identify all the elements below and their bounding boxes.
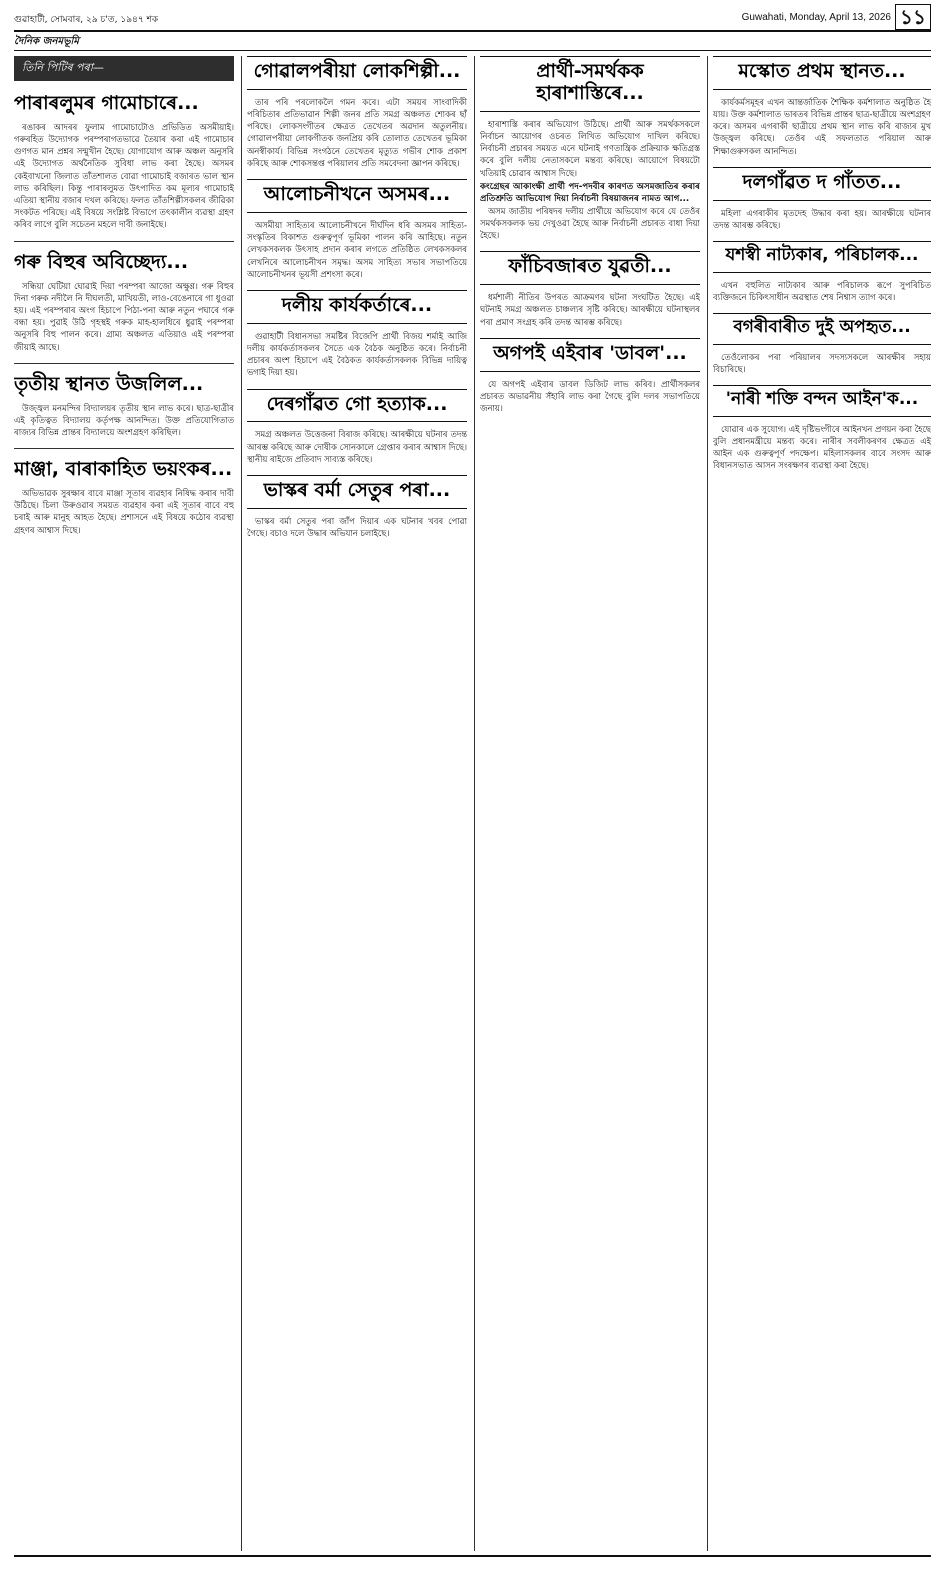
article-body: ৰঙাকৰ আদৰৰ ফুলাম গামোচাটোও প্ৰভিডিত অসমীয়াই। গৰুৰহিত উদ্যোগক পৰম্পৰাগতভাৱে তৈয়াৰ কৰা এই গামোচাৰ গুণগত মান প্ৰশ্নৰ সন্মুখীন হৈছে। যোগাযোগ আৰু অঞ্চল অনুসৰি এই উদ্যোগত অৰ্থনৈতিক সুবিধা লাভ কৰা হৈছে। অসমৰ কেইবাখনো জিলাত তাঁতশালত বোৱা গামোচাই বজাৰত ভাল স্থান লাভ কৰিছিল। কিন্তু পাৰাৰলুমত উৎপাদিত কম মূল্যৰ গামোচাই এতিয়া স্থানীয় বজাৰ দখল কৰিছে। ফলত তাঁতশিল্পীসকলৰ জীৱিকা সংকটত পৰিছে। এই বিষয়ে সংশ্লিষ্ট বিভাগে তৎকালীন ব্যৱস্থা গ্ৰহণ কৰিব লাগে বুলি সচেতন মহলে দাবী জনাইছে। — [14, 121, 234, 230]
divider — [14, 448, 234, 449]
bold-lead-paragraph: কংগ্ৰেছৰ আকাংক্ষী প্ৰাৰ্থী পদ-পদবীৰ কাৰণত অসমজাতিৰ কৰাৰ প্ৰতিশ্ৰুতি আভিযোগ দিয়া নিৰ্বাচনী বিষয়াজনৰ নামত আগ... — [480, 181, 700, 204]
column-2 — [247, 56, 467, 1556]
article-goalparia-artist — [247, 56, 467, 169]
article-party-workers — [247, 290, 467, 379]
article-fancybazar — [480, 251, 700, 327]
column-3 — [480, 56, 700, 1556]
headline: তৃতীয় স্থানত উজলিল... — [14, 372, 204, 395]
article-body: হাৰাশাস্তি কৰাৰ অভিযোগ উঠিছে। প্ৰাৰ্থী আৰু সমৰ্থকসকলে নিৰ্বাচন আয়োগৰ ওচৰত লিখিত অভিযোগ দাখিল কৰিছে। নিৰ্বাচনী প্ৰচাৰৰ সময়ত এনে ঘটনাই গণতান্ত্ৰিক প্ৰক্ৰিয়াক ক্ষতিগ্ৰস্ত কৰে বুলি দলীয় নেতাসকলে মন্তব্য কৰিছে। আয়োগে বিষয়টো খতিয়াই চোৱাৰ আশ্বাস দিছে। — [480, 118, 700, 178]
column-divider — [241, 56, 242, 1551]
headline: আলোচনীখনে অসমৰ... — [247, 179, 467, 213]
article-candidate-harassment — [480, 56, 700, 241]
article-body: যে অগপই এইবাৰ ডাবল ডিজিট লাভ কৰিব। প্ৰাৰ্থীসকলৰ প্ৰচাৰত অভাৱনীয় সঁহাৰি লাভ কৰা গৈছে বুলি দলৰ সভাপতিয়ে জনায়। — [480, 378, 700, 414]
headline: দলীয় কাৰ্যকৰ্তাৰে... — [247, 290, 467, 324]
column-1 — [14, 56, 234, 1556]
top-bar — [14, 6, 931, 28]
date-english: Guwahati, Monday, April 13, 2026 — [741, 12, 891, 23]
article-body: ভাস্কৰ বৰ্মা সেতুৰ পৰা জাঁপ দিয়াৰ এক ঘটনাৰ খবৰ পোৱা গৈছে। বচাও দলে উদ্ধাৰ অভিযান চলাইছে। — [247, 515, 467, 539]
article-body: উজ্জ্বল মনমন্দিৰ বিদ্যালয়ৰ তৃতীয় স্থান লাভ কৰে। ছাত্ৰ-ছাত্ৰীৰ এই কৃতিত্বত বিদ্যালয় কৰ্তৃপক্ষ আনন্দিত। উক্ত প্ৰতিযোগিতাত ৰাজ্যৰ বিভিন্ন প্ৰান্তৰ বিদ্যালয়ে অংশগ্ৰহণ কৰিছিল। — [14, 402, 234, 437]
page-number: ১১ — [895, 4, 931, 30]
article-goru-bihu — [14, 248, 234, 353]
headline: প্ৰাৰ্থী-সমৰ্থকক হাৰাশাস্তিৰে... — [480, 56, 700, 112]
article-body: তেওঁলোকৰ পৰা পৰিয়ালৰ সদস্যসকলে আৰক্ষীৰ সহায় বিচাৰিছে। — [713, 351, 931, 374]
article-moscow — [713, 56, 931, 157]
article-dergaon — [247, 389, 467, 465]
headline: 'নাৰী শক্তি বন্দন আইন'ক... — [713, 385, 931, 417]
headline: মস্কোত প্ৰথম স্থানত... — [713, 56, 931, 90]
article-body: কাৰ্যকৰ্মসমূহৰ এখন আন্তৰ্জাতিক শৈক্ষিক কৰ্মশালাত অনুষ্ঠিত হৈ যায়। উক্ত কৰ্মশালাত ভাৰতৰ বিভিন্ন প্ৰান্তৰ ছাত্ৰ-ছাত্ৰীয়ে অংশগ্ৰহণ কৰে। অসমৰ এগৰাকী ছাত্ৰীয়ে প্ৰথম স্থান লাভ কৰি ৰাজ্যৰ মুখ উজ্জ্বল কৰিছে। তেওঁৰ এই সফলতাত পৰিয়াল আৰু শিক্ষাগুৰুসকল আনন্দিত। — [713, 96, 931, 156]
headline: যশস্বী নাট্যকাৰ, পৰিচালক... — [713, 241, 931, 273]
article-body: যোৱাৰ এক সুযোগ। এই দৃষ্টিভংগীৰে আইনখন প্ৰণয়ন কৰা হৈছে বুলি প্ৰধানমন্ত্ৰীয়ে মন্তব্য কৰে। নাৰীৰ সবলীকৰণৰ ক্ষেত্ৰত এই আইন এক গুৰুত্বপূৰ্ণ পদক্ষেপ। মহিলাসকলৰ বাবে সংসদ আৰু বিধানসভাত আসন সংৰক্ষণৰ ব্যৱস্থা কৰা হৈছে। — [713, 423, 931, 471]
column-divider — [474, 56, 475, 1551]
divider — [14, 241, 234, 242]
article-body: গুৱাহাটী বিধানসভা সমষ্টিৰ বিজেপি প্ৰাৰ্থী বিজয় শৰ্মাই আজি দলীয় কাৰ্যকৰ্তাসকলৰ সৈতে এক বৈঠক অনুষ্ঠিত কৰে। নিৰ্বাচনী প্ৰচাৰৰ অংশ হিচাপে এই বৈঠকত কাৰ্যকৰ্তাসকলক বিভিন্ন দায়িত্ব ভগাই দিয়া হয়। — [247, 330, 467, 378]
article-body: ধৰ্মশালী নীতিৰ উপৰত আক্ৰমণৰ ঘটনা সংঘটিত হৈছে। এই ঘটনাই সমগ্ৰ অঞ্চলত চাঞ্চল্যৰ সৃষ্টি কৰিছে। আৰক্ষীয়ে ঘটনাস্থলৰ পৰা প্ৰমাণ সংগ্ৰহ কৰি তদন্ত আৰম্ভ কৰিছে। — [480, 292, 700, 327]
article-body: অসমীয়া সাহিত্যৰ আলোচনীখনে দীৰ্ঘদিন ধৰি অসমৰ সাহিত্য-সংস্কৃতিৰ বিকাশত গুৰুত্বপূৰ্ণ ভূমিকা পালন কৰি আহিছে। নতুন লেখকসকলক উৎসাহ প্ৰদান কৰাৰ লগতে প্ৰতিষ্ঠিত লেখকসকলৰ লেখনিৰে আলোচনীখন সমৃদ্ধ। অসম সাহিত্য সভাৰ সভাপতিয়ে আলোচনীখনৰ ভূয়সী প্ৰশংসা কৰে। — [247, 219, 467, 279]
article-magazine — [247, 179, 467, 280]
headline: ফাঁচিবজাৰত যুৱতী... — [480, 251, 700, 285]
headline: দেৰগাঁৱত গো হত্যাক... — [247, 389, 467, 423]
article-playwright — [713, 241, 931, 303]
article-manja — [14, 455, 234, 536]
article-bhaskar-setu — [247, 475, 467, 539]
column-4 — [713, 56, 931, 1556]
masthead-rule-bottom — [14, 50, 931, 51]
divider — [14, 363, 234, 364]
headline: পাৰাৰলুমৰ গামোচাৰে... — [14, 92, 199, 114]
article-agp-double — [480, 338, 700, 414]
paper-name: দৈনিক জনমভূমি — [14, 36, 79, 47]
headline: দলগাঁৱত দ গাঁতত... — [713, 167, 931, 201]
article-third-place — [14, 370, 234, 438]
headline: গৰু বিহুৰ অবিচ্ছেদ্য... — [14, 250, 189, 273]
headline: বগৰীবাৰীত দুই অপহৃত... — [713, 313, 931, 345]
headline: অগপই এইবাৰ 'ডাবল'... — [480, 338, 700, 372]
headline: গোৱালপৰীয়া লোকশিল্পী... — [247, 56, 467, 90]
column-divider — [707, 56, 708, 1551]
article-bagribari — [713, 313, 931, 375]
date-bengali: গুৱাহাটী, সোমবাৰ, ২৯ চ'ত, ১৯৪৭ শক — [14, 15, 159, 25]
footer-rule — [14, 1555, 931, 1557]
article-paarloom-gamocha — [14, 89, 234, 231]
article-body: এখন বহুলিত নাট্যকাৰ আৰু পৰিচালক ৰূপে সুপৰিচিত ব্যক্তিজনে চিকিৎসাধীন অৱস্থাত শেষ নিশ্বাস ত্যাগ কৰে। — [713, 279, 931, 302]
section-tag: তিনি পিটিৰ পৰা— — [14, 56, 234, 81]
article-body-continued: অসম জাতীয় পৰিষদৰ দলীয় প্ৰাৰ্থীয়ে অভিযোগ কৰে যে তেওঁৰ সমৰ্থকসকলক ভয় দেখুওৱা হৈছে আৰু নিৰ্বাচনী প্ৰচাৰত বাধা দিয়া হৈছে। — [480, 205, 700, 241]
article-nari-shakti — [713, 385, 931, 471]
article-body: অভিভাৱক সুৰক্ষাৰ বাবে মাঞ্জা সূতাৰ ব্যৱহাৰ নিষিদ্ধ কৰাৰ দাবী উঠিছে। চিলা উৰুওৱাৰ সময়ত ব্যৱহাৰ কৰা এই সূতাৰ বাবে বহু চৰাই আৰু মানুহ আহত হৈছে। প্ৰশাসনে এই বিষয়ে কঠোৰ ব্যৱস্থা গ্ৰহণৰ আশ্বাস দিছে। — [14, 488, 234, 535]
article-body: সন্ধিয়া ঘেটিয়া ঘোৱাই দিয়া পৰম্পৰা আজো অক্ষুণ্ণ। গৰু বিহুৰ দিনা গৰুক নদীলৈ নি দীঘলতী, মাখিয়তী, লাও-বেঙেনাৰে গা ধুওৱা হয়। এই পৰম্পৰাৰ অংগ হিচাপে পিঠা-পনা আৰু নতুন পঘাৰে গৰু বন্ধা হয়। পুৱাই উঠি গৃহস্থই গৰুক মাহ-হালধিৰে ধুৱাই পৰম্পৰা অনুসৰি বিহু পালন কৰে। গ্ৰাম্য অঞ্চলত এতিয়াও এই পৰম্পৰা জীয়াই আছে। — [14, 280, 234, 352]
masthead-rule — [14, 30, 931, 32]
article-body: সমগ্ৰ অঞ্চলত উত্তেজনা বিৰাজ কৰিছে। আৰক্ষীয়ে ঘটনাৰ তদন্ত আৰম্ভ কৰিছে আৰু দোষীক সোনকালে গ্ৰেপ্তাৰ কৰাৰ আশ্বাস দিছে। স্থানীয় ৰাইজে প্ৰতিবাদ সাব্যস্ত কৰিছে। — [247, 429, 467, 464]
article-body: মহিলা এগৰাকীৰ মৃতদেহ উদ্ধাৰ কৰা হয়। আৰক্ষীয়ে ঘটনাৰ তদন্ত আৰম্ভ কৰিছে। — [713, 207, 931, 230]
article-dalgaon — [713, 167, 931, 231]
headline: মাঞ্জা, বাৰাকাহিত ভয়ংকৰ... — [14, 458, 233, 481]
headline: ভাস্কৰ বৰ্মা সেতুৰ পৰা... — [247, 475, 467, 509]
article-body: তাৰ পৰি পৰলোকলৈ গমন কৰে। এটা সময়ৰ সাংবাদিকী পৰিচিতাৰ প্ৰতিভাৱান শিল্পী জনৰ প্ৰতি সমগ্ৰ অঞ্চলত শোকৰ ছাঁ পৰিছে। লোকসংগীতৰ ক্ষেত্ৰত তেখেতৰ অৱদান অতুলনীয়। গোৱালপৰীয়া লোকগীতক জনপ্ৰিয় কৰি তোলাত তেখেতৰ ভূমিকা অনস্বীকাৰ্য। বিভিন্ন সংগঠনে তেখেতৰ মৃত্যুত গভীৰ শোক প্ৰকাশ কৰিছে আৰু শোকসন্তপ্ত পৰিয়ালৰ প্ৰতি সমবেদনা জ্ঞাপন কৰিছে। — [247, 96, 467, 168]
